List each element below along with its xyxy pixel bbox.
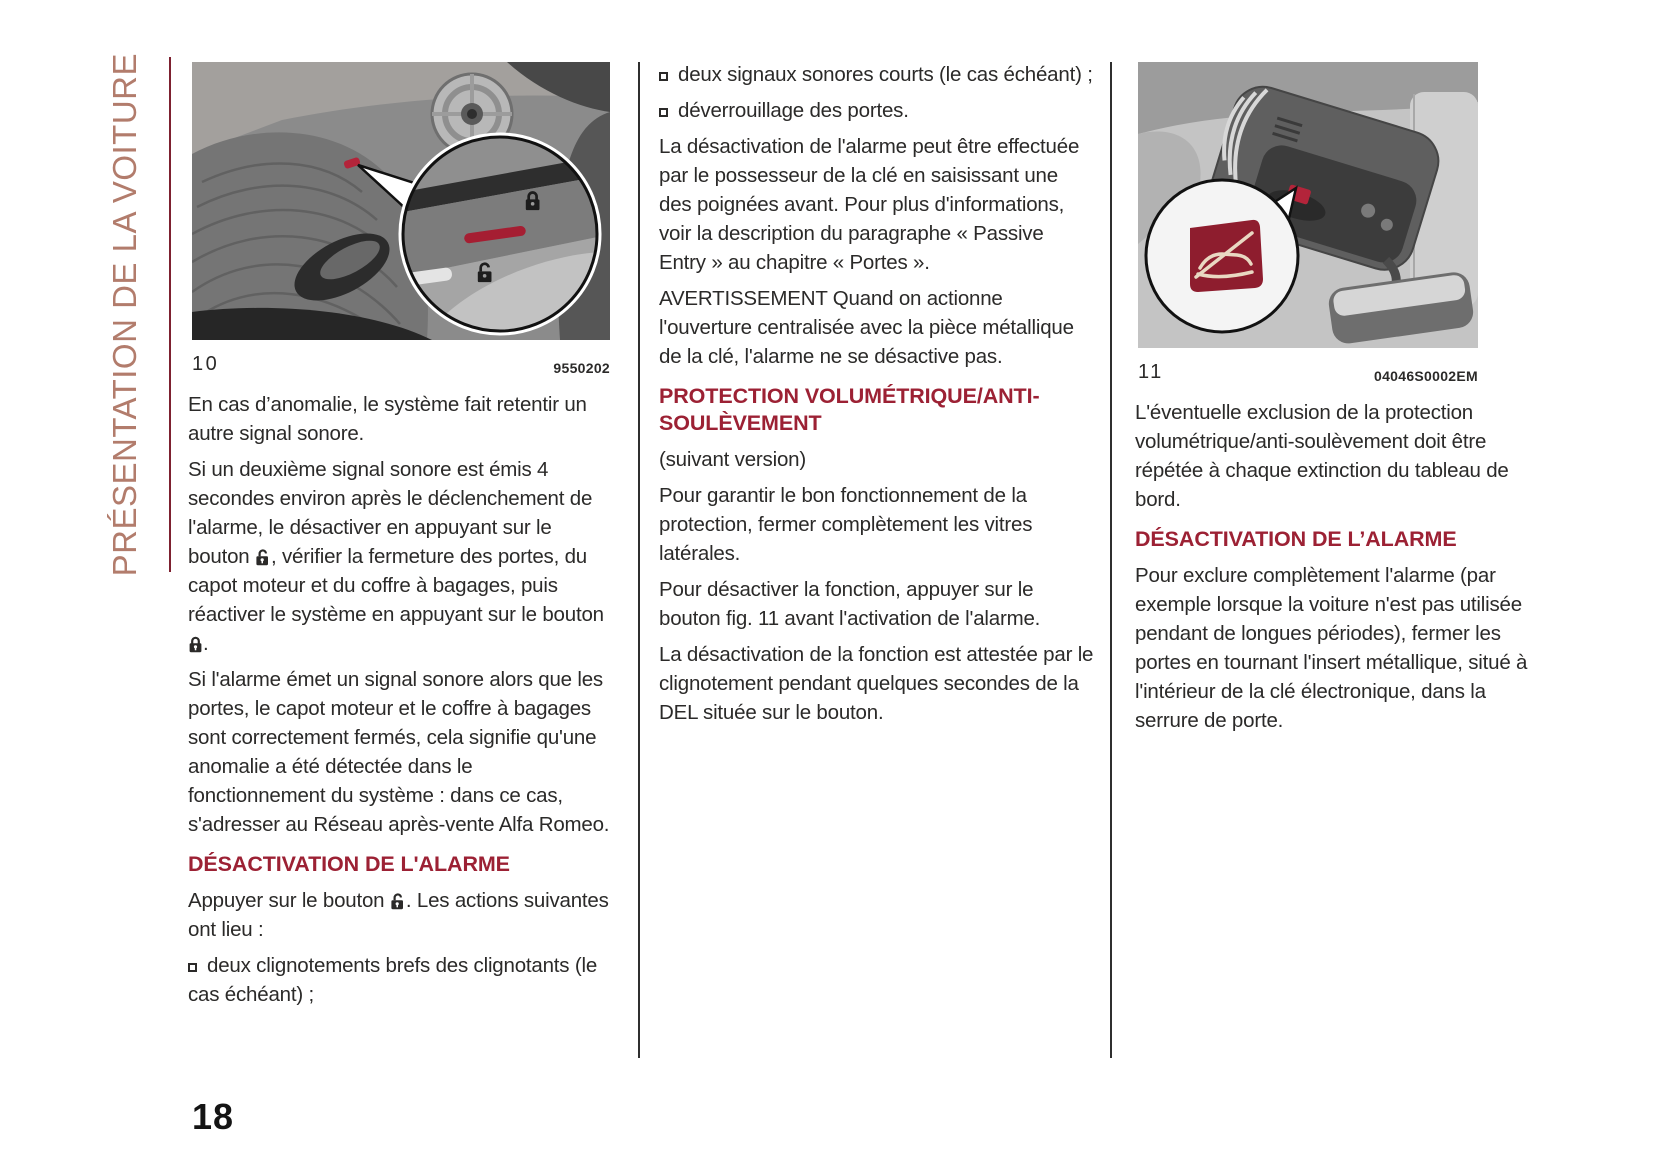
column-3 (1135, 398, 1535, 742)
paragraph: En cas d’anomalie, le système fait retentir un autre signal sonore. (188, 393, 587, 445)
list-item: deux clignotements brefs des clignotants (le cas échéant) ; (188, 954, 598, 1006)
paragraph: La désactivation de l'alarme peut être effectuée par le possesseur de la clé en saisissant une des poignées avant. Pour plus d'informations, voir la description du paragraphe « Passive Entry » au chapitre « Portes ». (659, 135, 1080, 274)
paragraph: (suivant version) (659, 448, 806, 471)
column-2 (659, 60, 1095, 734)
section-heading: DÉSACTIVATION DE L'ALARME (188, 852, 510, 876)
paragraph: Pour exclure complètement l'alarme (par exemple lorsque la voiture n'est pas utilisée pendant de longues périodes), fermer les portes en tournant l'insert métallique, situé à l'intérieur de la clé électronique, dans la serrure de porte. (1135, 564, 1528, 732)
square-bullet-icon (659, 108, 668, 117)
chapter-title: PRÉSENTATION DE LA VOITURE (106, 52, 143, 577)
figure-10-number: 10 (192, 353, 220, 375)
lock-icon (188, 632, 203, 655)
square-bullet-icon (188, 963, 197, 972)
figure-11-image (1138, 62, 1478, 348)
paragraph: Pour désactiver la fonction, appuyer sur le bouton fig. 11 avant l'activation de l'alarme. (659, 578, 1041, 630)
paragraph: L'éventuelle exclusion de la protection volumétrique/anti-soulèvement doit être répétée à chaque extinction du tableau de bord. (1135, 401, 1509, 511)
paragraph: Si l'alarme émet un signal sonore alors que les portes, le capot moteur et le coffre à bagages sont correctement fermés, cela signifie qu'une anomalie a été détectée dans le fonctionnement du système : dans ce cas, s'adresser au Réseau après-vente Alfa Romeo. (188, 668, 610, 836)
column-1 (188, 390, 612, 1016)
figure-10-image (192, 62, 610, 340)
sidebar-rule (169, 57, 171, 572)
figure-11-code: 04046S0002EM (1373, 368, 1478, 384)
column-divider-2 (1110, 62, 1112, 1058)
figure-10-code: 9550202 (553, 360, 610, 376)
paragraph: La désactivation de la fonction est attestée par le clignotement pendant quelques secondes de la DEL située sur le bouton. (659, 643, 1094, 724)
figure-11-number: 11 (1138, 361, 1164, 383)
page-number: 18 (192, 1096, 235, 1137)
unlock-icon (255, 545, 271, 568)
paragraph: AVERTISSEMENT Quand on actionne l'ouverture centralisée avec la pièce métallique de la clé, l'alarme ne se désactive pas. (659, 287, 1074, 368)
section-heading: DÉSACTIVATION DE L’ALARME (1135, 527, 1457, 551)
column-divider-1 (638, 62, 640, 1058)
list-item: déverrouillage des portes. (659, 96, 1095, 125)
paragraph: Pour garantir le bon fonctionnement de la protection, fermer complètement les vitres latérales. (659, 484, 1033, 565)
chapter-sidebar (84, 52, 166, 577)
unlock-icon (390, 889, 406, 912)
figure-11 (1138, 62, 1478, 384)
list-item: deux signaux sonores courts (le cas échéant) ; (659, 60, 1095, 89)
paragraph: Appuyer sur le bouton . Les actions suivantes ont lieu : (188, 889, 609, 941)
figure-10 (192, 62, 610, 376)
square-bullet-icon (659, 72, 668, 81)
paragraph: Si un deuxième signal sonore est émis 4 secondes environ après le déclenchement de l'alarme, le désactiver en appuyant sur le bouton , vérifier la fermeture des portes, du capot moteur et du coffre à bagages, puis réactiver le système en appuyant sur le bouton . (188, 458, 604, 655)
section-heading: PROTECTION VOLUMÉTRIQUE/ANTI-SOULÈVEMENT (659, 384, 1040, 435)
